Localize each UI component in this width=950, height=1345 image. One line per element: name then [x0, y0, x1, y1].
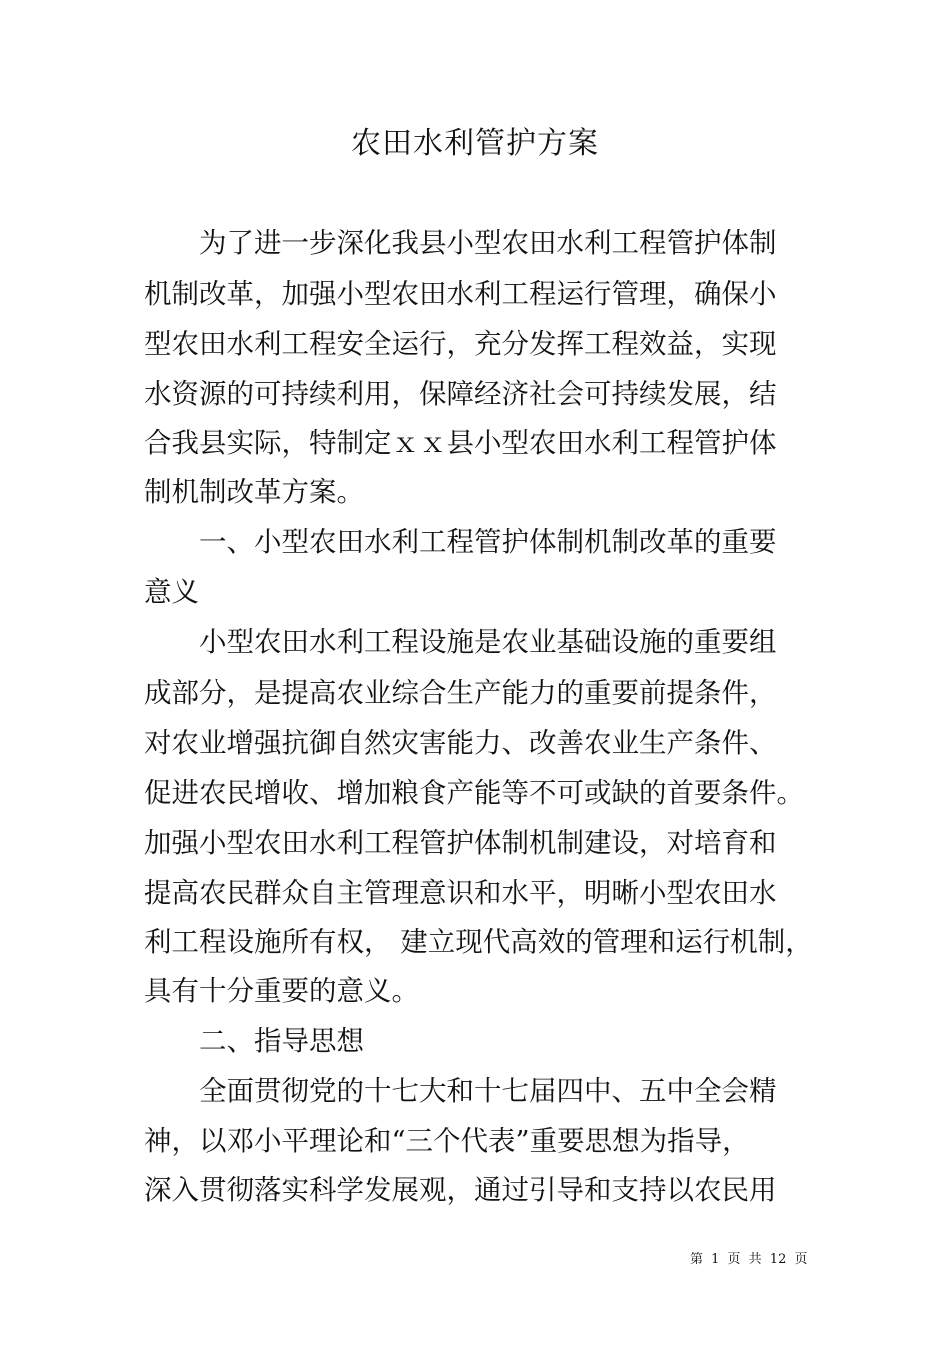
text-line: 深入贯彻落实科学发展观，通过引导和支持以农民用: [144, 1174, 777, 1206]
document-title: 农田水利管护方案: [351, 126, 599, 161]
text-line: 为了进一步深化我县小型农田水利工程管护体制: [144, 227, 777, 259]
text-line: 促进农民增收、增加粮食产能等不可或缺的首要条件。: [144, 777, 804, 809]
text-line: 成部分，是提高农业综合生产能力的重要前提条件，: [144, 677, 777, 709]
text-line: 型农田水利工程安全运行，充分发挥工程效益，实现: [144, 328, 777, 360]
text-line: 机制改革，加强小型农田水利工程运行管理，确保小: [144, 278, 777, 310]
text-line: 利工程设施所有权， 建立现代高效的管理和运行机制，: [144, 926, 813, 958]
page-number: 第 1 页 共 12 页: [690, 1252, 808, 1267]
text-line: 全面贯彻党的十七大和十七届四中、五中全会精: [144, 1075, 777, 1107]
text-line: 具有十分重要的意义。: [144, 975, 419, 1007]
text-line: 制机制改革方案。: [144, 476, 364, 508]
text-line: 提高农民群众自主管理意识和水平，明晰小型农田水: [144, 877, 777, 909]
text-line: 对农业增强抗御自然灾害能力、改善农业生产条件、: [144, 727, 777, 759]
section-heading: 意义: [144, 576, 199, 608]
text-line: 神，以邓小平理论和“三个代表”重要思想为指导，: [144, 1125, 750, 1157]
section-heading: 二、指导思想: [144, 1025, 364, 1057]
section-heading: 一、小型农田水利工程管护体制机制改革的重要: [144, 526, 777, 558]
text-line: 加强小型农田水利工程管护体制机制建设，对培育和: [144, 827, 777, 859]
text-line: 合我县实际，特制定ｘｘ县小型农田水利工程管护体: [144, 427, 777, 459]
text-line: 水资源的可持续利用，保障经济社会可持续发展，结: [144, 378, 777, 410]
text-line: 小型农田水利工程设施是农业基础设施的重要组: [144, 626, 777, 658]
